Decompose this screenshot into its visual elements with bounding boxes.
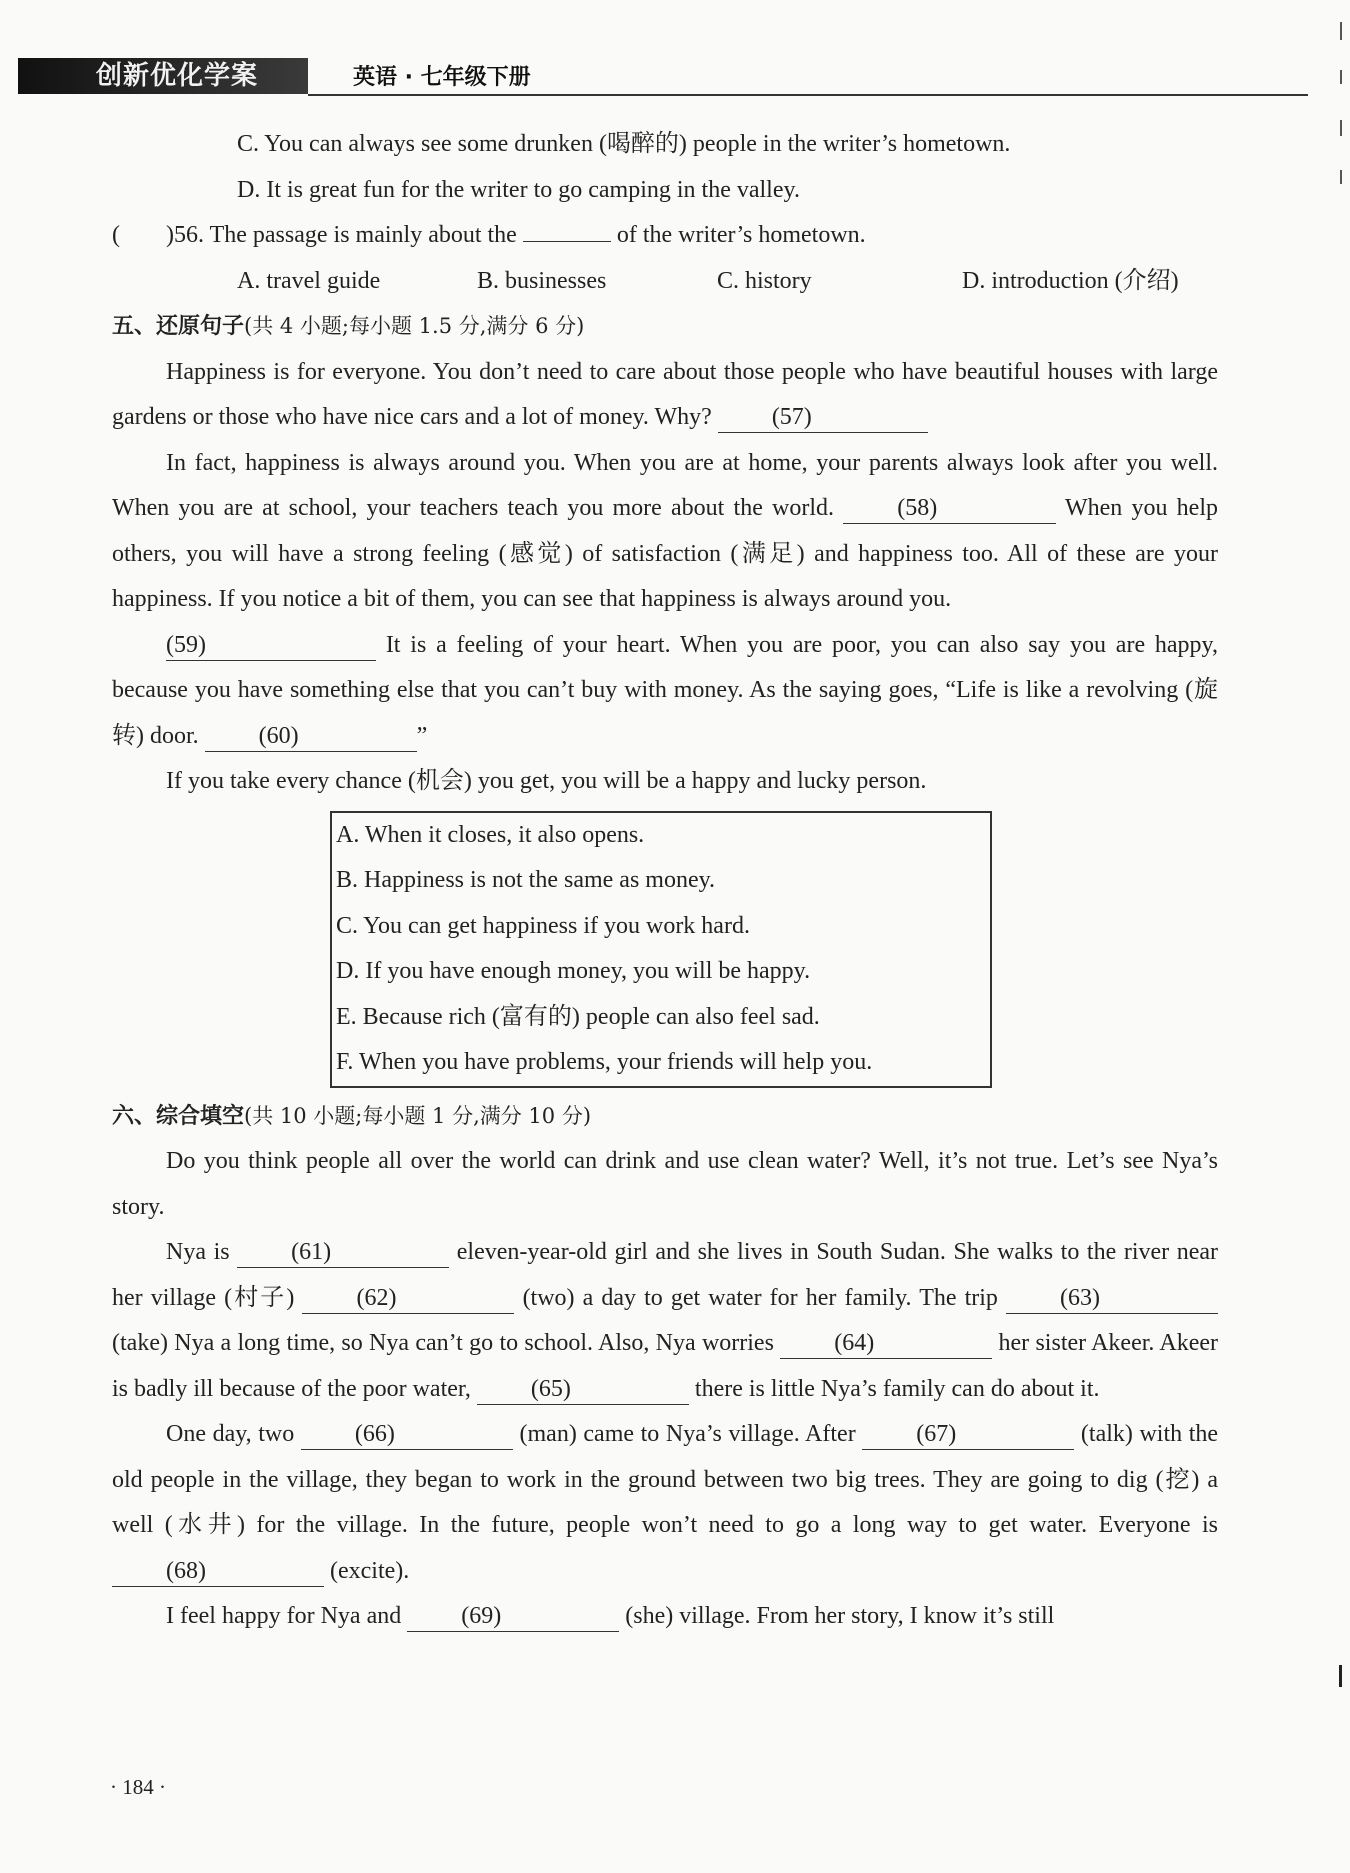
paragraph-text: In fact, happiness is always around you. When you are at home, your parents always look after you well. When you are at school, your teachers teach you more about the world. bbox=[112, 449, 1218, 521]
section6-heading bbox=[112, 1094, 1218, 1140]
box-option-a: A. When it closes, it also opens. bbox=[336, 821, 645, 848]
question-56 bbox=[112, 213, 1218, 259]
blank-label: (61) bbox=[291, 1239, 332, 1265]
s6-paragraph-1: Do you think people all over the world can drink and use clean water? Well, it’s not true. Let’s see Nya’s story. bbox=[112, 1148, 1218, 1220]
blank-68[interactable] bbox=[112, 1556, 324, 1587]
answer-paren-open: ( bbox=[112, 222, 120, 248]
paragraph-text: (excite). bbox=[330, 1557, 410, 1584]
brand-logo: 创新优化学案 bbox=[18, 58, 308, 94]
blank-69[interactable] bbox=[407, 1601, 619, 1632]
blank-65[interactable] bbox=[477, 1374, 689, 1405]
page-content bbox=[112, 122, 1218, 1640]
blank-66[interactable] bbox=[301, 1419, 513, 1450]
closing-quote: ” bbox=[416, 722, 428, 749]
section-title: 五、还原句子 bbox=[112, 314, 245, 339]
blank-62[interactable] bbox=[302, 1283, 514, 1314]
section-title: 六、综合填空 bbox=[112, 1103, 245, 1129]
scan-edge-mark bbox=[1339, 1665, 1342, 1687]
box-option-d: D. If you have enough money, you will be happy. bbox=[336, 958, 811, 984]
paragraph-text: eleven-year-old girl and she lives in South Sudan. She walks to the river near her village (村子) bbox=[112, 1239, 1219, 1311]
options-box bbox=[330, 811, 992, 1088]
paragraph-text: I feel happy for Nya and bbox=[166, 1603, 402, 1629]
s6-paragraph-2 bbox=[112, 1230, 1218, 1412]
q55-option-d: D. It is great fun for the writer to go camping in the valley. bbox=[237, 176, 800, 203]
scan-edge-mark bbox=[1340, 170, 1342, 184]
q55-option-c: C. You can always see some drunken (喝醉的) people in the writer’s hometown. bbox=[237, 131, 1011, 157]
section-note: (共 4 小题;每小题 1.5 分,满分 6 分) bbox=[244, 314, 585, 338]
s6-paragraph-4 bbox=[112, 1594, 1218, 1640]
blank-label: (68) bbox=[166, 1557, 206, 1584]
box-option-b: B. Happiness is not the same as money. bbox=[336, 867, 716, 893]
page-number: · 184 · bbox=[110, 1775, 166, 1799]
paragraph-text: (two) a day to get water for her family. The trip bbox=[522, 1284, 998, 1311]
paragraph-text: (talk) with the old people in the village, they began to work in the ground between two big trees. They are going to dig (挖) a well (水井) for the village. In the future, people won’t need to go a long way to get water. Everyone is bbox=[112, 1421, 1219, 1538]
choice-d: D. introduction (介绍) bbox=[962, 267, 1179, 294]
paragraph-text: When you help others, you will have a strong feeling (感觉) of satisfaction (满足) and happiness too. All of these are your happiness. If you notice a bit of them, you can see that happiness is always around you. bbox=[112, 495, 1219, 612]
question-number: 56. bbox=[174, 222, 204, 248]
choice-c: C. history bbox=[717, 267, 812, 294]
section5-heading bbox=[112, 304, 1218, 350]
blank-label: (63) bbox=[1060, 1284, 1101, 1311]
blank-label: (62) bbox=[356, 1284, 397, 1311]
subject-title: 英语 · 七年级下册 bbox=[353, 65, 531, 90]
scan-edge-mark bbox=[1340, 22, 1342, 40]
paragraph-text: there is little Nya’s family can do about it. bbox=[694, 1375, 1100, 1402]
blank-label: (60) bbox=[258, 722, 299, 749]
page-header bbox=[18, 58, 1318, 98]
paragraph-text: Happiness is for everyone. You don’t need to care about those people who have beautiful houses with large gardens or those who have nice cars and a lot of money. Why? bbox=[112, 358, 1218, 430]
s5-paragraph-1 bbox=[112, 350, 1218, 441]
paragraph-text: (man) came to Nya’s village. After bbox=[519, 1421, 856, 1447]
scan-edge-mark bbox=[1340, 120, 1342, 136]
section-note: (共 10 小题;每小题 1 分,满分 10 分) bbox=[244, 1103, 592, 1128]
paragraph-text: It is a feeling of your heart. When you are poor, you can also say you are happy, because you have something else that you can’t buy with money. As the saying goes, “Life is like a revolving (旋转) door. bbox=[112, 631, 1219, 749]
question-stem-end: of the writer’s hometown. bbox=[616, 222, 866, 248]
blank-56[interactable] bbox=[523, 241, 611, 242]
blank-label: (59) bbox=[166, 631, 206, 658]
blank-57[interactable] bbox=[718, 402, 928, 433]
blank-label: (65) bbox=[530, 1375, 571, 1402]
s5-paragraph-3 bbox=[112, 623, 1218, 760]
s6-paragraph-3 bbox=[112, 1412, 1218, 1594]
blank-label: (64) bbox=[834, 1330, 875, 1356]
question-stem: The passage is mainly about the bbox=[209, 222, 517, 248]
paragraph-text: One day, two bbox=[166, 1421, 295, 1447]
answer-paren-close: ) bbox=[166, 222, 174, 248]
s5-paragraph-4: If you take every chance (机会) you get, you will be a happy and lucky person. bbox=[166, 768, 927, 794]
header-rule bbox=[308, 94, 1308, 96]
blank-label: (69) bbox=[461, 1603, 502, 1629]
blank-59[interactable] bbox=[166, 630, 376, 661]
box-option-c: C. You can get happiness if you work hard. bbox=[336, 912, 750, 939]
box-option-f: F. When you have problems, your friends will help you. bbox=[336, 1049, 873, 1075]
blank-label: (66) bbox=[354, 1421, 395, 1447]
blank-60[interactable] bbox=[205, 721, 417, 752]
blank-label: (58) bbox=[897, 495, 938, 521]
paragraph-text: her sister Akeer. Akeer is badly ill because of the poor water, bbox=[112, 1330, 1219, 1402]
choice-b: B. businesses bbox=[477, 267, 607, 294]
blank-61[interactable] bbox=[237, 1237, 449, 1268]
choice-a: A. travel guide bbox=[237, 267, 381, 294]
paragraph-text: (she) village. From her story, I know it’s still bbox=[625, 1603, 1055, 1629]
scan-edge-mark bbox=[1340, 70, 1342, 84]
s5-paragraph-2 bbox=[112, 441, 1218, 623]
blank-63[interactable] bbox=[1006, 1283, 1218, 1314]
blank-67[interactable] bbox=[862, 1419, 1074, 1450]
blank-label: (67) bbox=[916, 1421, 957, 1447]
blank-64[interactable] bbox=[780, 1328, 992, 1359]
blank-label: (57) bbox=[771, 404, 812, 430]
paragraph-text: Nya is bbox=[166, 1239, 230, 1265]
paragraph-text: (take) Nya a long time, so Nya can’t go to school. Also, Nya worries bbox=[112, 1330, 774, 1356]
box-option-e: E. Because rich (富有的) people can also feel sad. bbox=[336, 1003, 820, 1030]
blank-58[interactable] bbox=[843, 493, 1056, 524]
q56-choices bbox=[112, 259, 1218, 305]
